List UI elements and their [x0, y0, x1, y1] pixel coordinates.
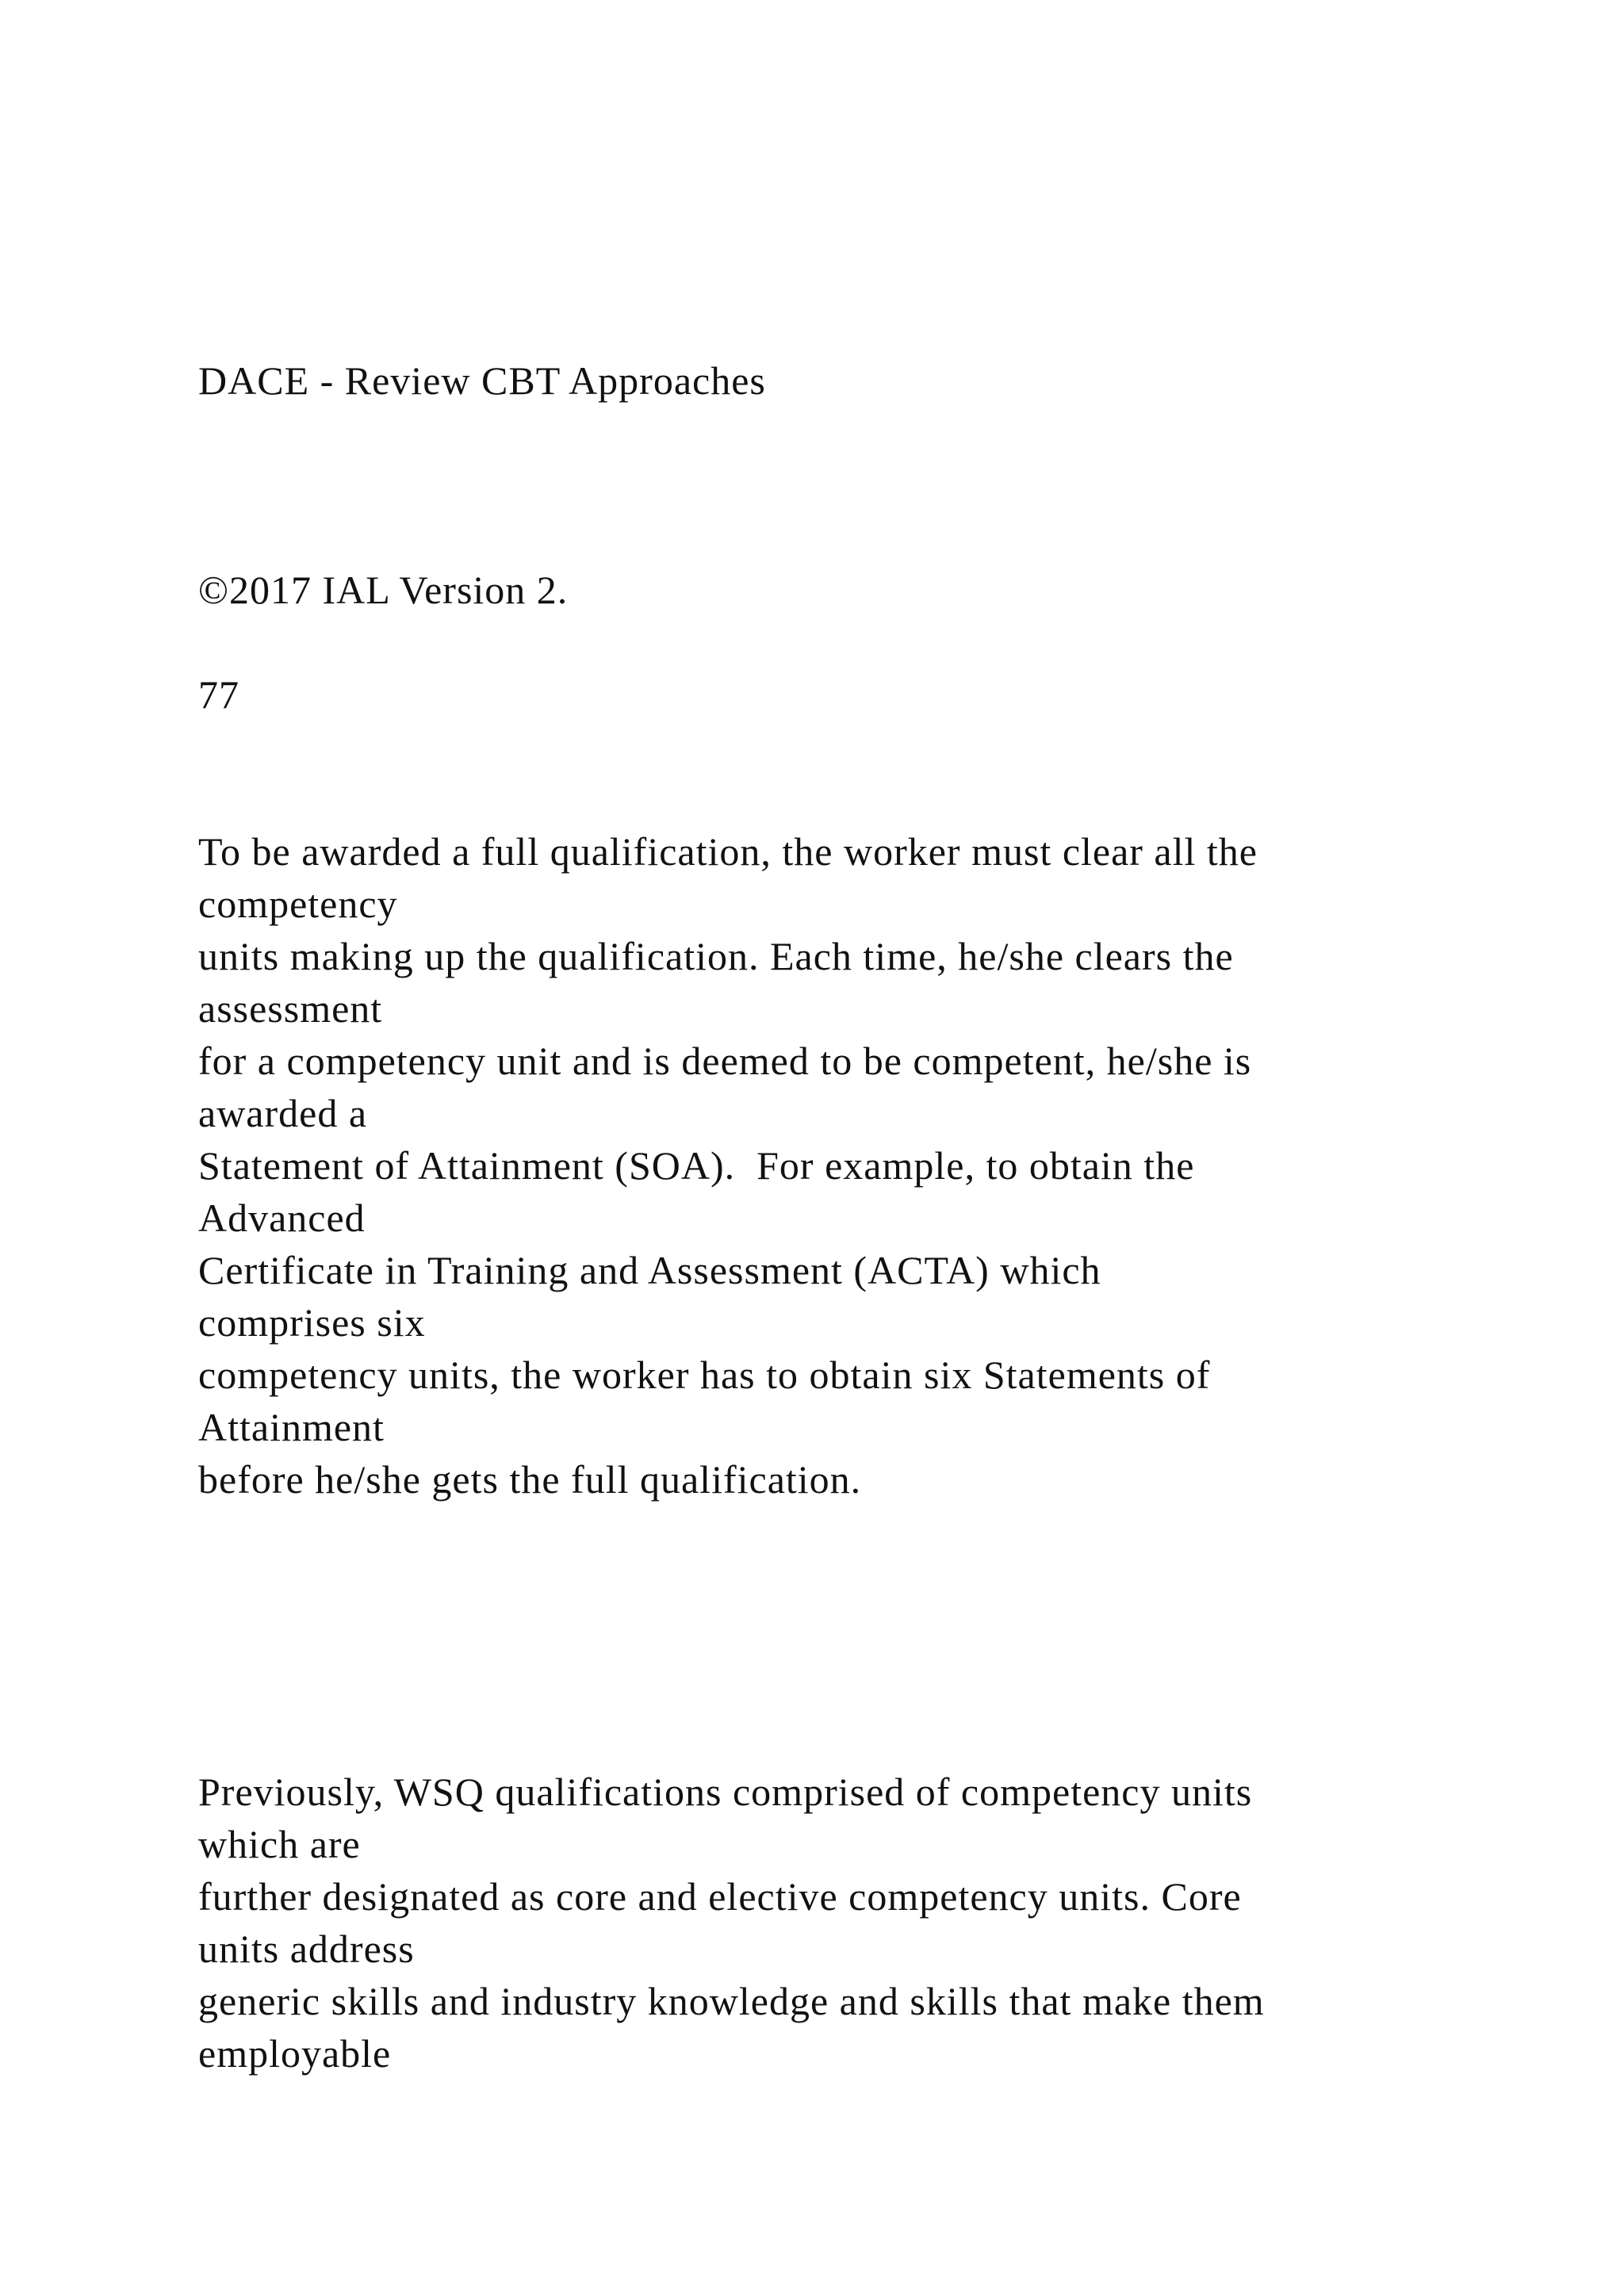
paragraph-line: Attainment [198, 1405, 385, 1449]
paragraph-line: which are [198, 1822, 361, 1866]
paragraph-line: comprises six [198, 1300, 426, 1345]
paragraph-line: further designated as core and elective competency units. Core [198, 1874, 1242, 1919]
paragraph-line: awarded a [198, 1091, 368, 1135]
paragraph-line: Certificate in Training and Assessment (ACTA) which [198, 1248, 1101, 1292]
paragraph-line: Previously, WSQ qualifications comprised of competency units [198, 1770, 1253, 1814]
paragraph-line: units making up the qualification. Each time, he/she clears the [198, 934, 1234, 978]
paragraph-line: generic skills and industry knowledge and skills that make them [198, 1979, 1265, 2023]
paragraph-line: assessment [198, 986, 383, 1031]
paragraph-line: competency units, the worker has to obtain six Statements of [198, 1353, 1211, 1397]
document-title: DACE - Review CBT Approaches [198, 358, 766, 403]
paragraph-line: Statement of Attainment (SOA). For example, to obtain the [198, 1143, 1195, 1188]
paragraph-line: To be awarded a full qualification, the worker must clear all the [198, 829, 1258, 874]
paragraph-line: Advanced [198, 1196, 366, 1240]
paragraph-line: competency [198, 882, 398, 926]
page-number: 77 [198, 672, 239, 717]
copyright-line: ©2017 IAL Version 2. [198, 568, 569, 612]
paragraph-line: units address [198, 1927, 415, 1971]
paragraph-line: employable [198, 2031, 392, 2076]
paragraph-line: before he/she gets the full qualification. [198, 1457, 862, 1502]
paragraph-line: for a competency unit and is deemed to be competent, he/she is [198, 1039, 1252, 1083]
